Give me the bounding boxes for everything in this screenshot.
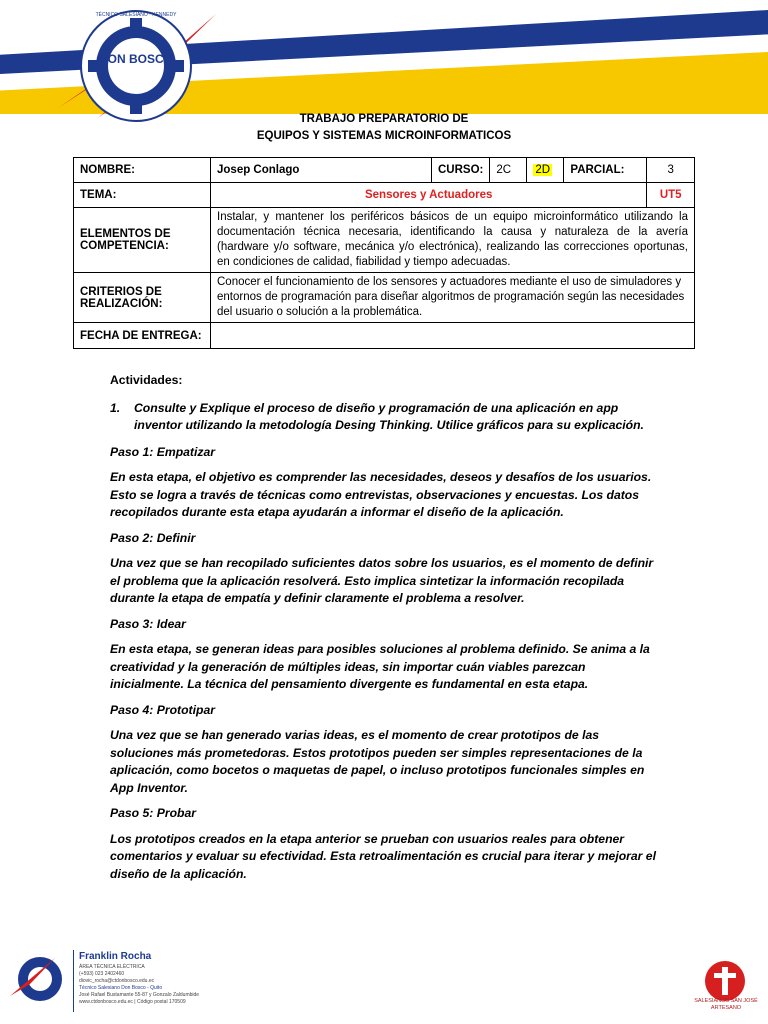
table-row-tema — [74, 183, 695, 208]
logo-ring-text: TÉCNICO SALESIANO · KENNEDY — [95, 12, 177, 18]
doc-title-line1: TRABAJO PREPARATORIO DE — [299, 113, 469, 125]
question-text: Consulte y Explique el proceso de diseño y programación de una aplicación en app inventor utilizando la metodología Desing Thinking. Utilice gráficos para su explicación. — [134, 400, 644, 432]
don-bosco-logo — [58, 8, 216, 124]
table-row-fecha — [74, 323, 695, 349]
paso2-title: Paso 2: Definir — [110, 530, 196, 545]
footer-role: ÁREA TÉCNICA ELÉCTRICA — [79, 964, 145, 970]
footer-name: Franklin Rocha — [79, 951, 152, 962]
fecha-label: FECHA DE ENTREGA: — [74, 323, 211, 349]
paso3-text: En esta etapa, se generan ideas para posibles soluciones al problema definido. Se anima a la creatividad y la generación de múltiples ideas, sin importar cuán viables parezcan inicialmente. La técnica del pensamiento divergente es fundamental en esta etapa. — [110, 642, 650, 691]
fecha-value — [211, 323, 695, 349]
tema-label: TEMA: — [74, 183, 211, 208]
parcial-value: 3 — [647, 158, 695, 183]
curso-highlight: 2D — [535, 164, 551, 176]
footer-email: diovic_rocha@ctdonbosco.edu.ec — [79, 978, 155, 984]
footer-phone: (+593) 023 2402460 — [79, 971, 125, 977]
footer-address: José Rafael Bustamante 55-87 y Gonzalo Zaldumbide — [79, 992, 200, 998]
elementos-label: ELEMENTOS DE COMPETENCIA: — [74, 208, 211, 273]
paso5-title: Paso 5: Probar — [110, 806, 197, 820]
paso2-text: Una vez que se han recopilado suficientes datos sobre los usuarios, es el momento de definir el problema que la aplicación resolverá. Esto implica sintetizar la información recopilada durante la etapa de empatía y definir claramente el problema a resolver. — [110, 556, 654, 605]
curso-highlight-cell — [527, 158, 564, 183]
paso4-text: Una vez que se han generado varias ideas, es el momento de crear prototipos de las soluciones más prometedoras. Estos prototipos pueden ser simples representaciones de la aplicación, como bocetos o maquetas de papel, o incluso prototipos funcionales simples en App Inventor. — [110, 728, 645, 795]
nombre-label: NOMBRE: — [74, 158, 211, 183]
footer-logo — [10, 946, 70, 1016]
table-row-criterios — [74, 273, 695, 323]
question-item — [88, 400, 658, 435]
info-table — [73, 157, 695, 349]
document-body — [110, 372, 658, 891]
curso-label: CURSO: — [432, 158, 490, 183]
salesianos-text: SALESIANOS SAN JOSÉ ARTESANO — [694, 998, 758, 1011]
table-row-nombre — [74, 158, 695, 183]
footer-institution: Técnico Salesiano Don Bosco - Quito — [79, 985, 163, 991]
logo-text: DON BOSCO — [98, 52, 174, 66]
question-number: 1. — [110, 400, 121, 415]
criterios-value: Conocer el funcionamiento de los sensores y actuadores mediante el uso de simuladores y entornos de programación para diseñar algoritmos de programación según las necesidades del usuario o solución a la problemática. — [211, 273, 695, 323]
doc-title-line2: EQUIPOS Y SISTEMAS MICROINFORMATICOS — [256, 130, 512, 142]
paso4-title: Paso 4: Prototipar — [110, 702, 215, 717]
tema-value: Sensores y Actuadores — [211, 183, 647, 208]
table-row-elementos — [74, 208, 695, 273]
tema-unit: UT5 — [647, 183, 695, 208]
parcial-label: PARCIAL: — [564, 158, 647, 183]
curso-value: 2C — [490, 158, 527, 183]
elementos-value: Instalar, y mantener los periféricos básicos de un equipo microinformático utilizando la documentación técnica necesaria, identificando la causa y naturaleza de la avería (hardware y/o software, mecánica y/o electrónica), realizando las correcciones oportunas, en condiciones de calidad, fiabilidad y tiempo adecuadas. — [211, 208, 695, 273]
paso1-text: En esta etapa, el objetivo es comprender las necesidades, deseos y desafíos de los usuarios. Esto se logra a través de técnicas como entrevistas, observaciones y encuestas. Los datos recopilados durante esta etapa ayudarán a informar el diseño de la aplicación. — [110, 470, 652, 519]
footer-web: www.ctdonbosco.edu.ec | Código postal 170509 — [79, 999, 186, 1005]
actividades-heading: Actividades: — [110, 373, 183, 387]
paso1-title: Paso 1: Empatizar — [110, 444, 215, 459]
nombre-value: Josep Conlago — [211, 158, 432, 183]
footer-details — [79, 964, 199, 1006]
paso5-text: Los prototipos creados en la etapa anterior se prueban con usuarios reales para obtener comentarios y evaluar su efectividad. Esta retroalimentación es crucial para iterar y mejorar el diseño de la aplicación. — [110, 831, 656, 881]
footer-divider — [73, 950, 74, 1012]
criterios-label: CRITERIOS DE REALIZACIÓN: — [74, 273, 211, 323]
paso3-title: Paso 3: Idear — [110, 616, 186, 631]
